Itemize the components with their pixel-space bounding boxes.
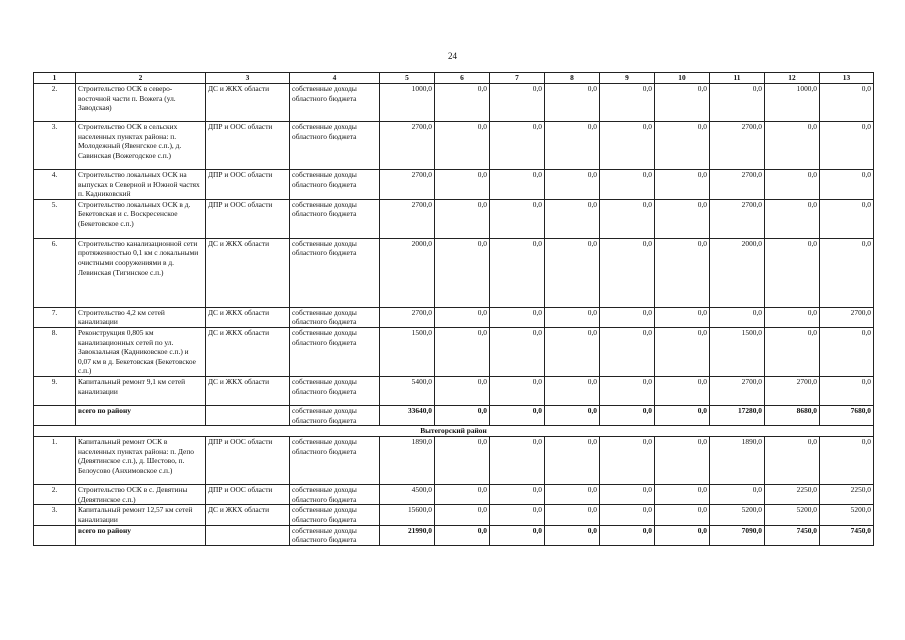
- value-cell: 0,0: [600, 505, 655, 525]
- funding-source: собственные доходы областного бюджета: [290, 376, 380, 405]
- total-value: 17280,0: [710, 405, 765, 425]
- executor: ДПР и ООС области: [206, 199, 290, 238]
- value-cell: 0,0: [820, 122, 874, 170]
- value-cell: 0,0: [600, 170, 655, 200]
- budget-table: [33, 72, 874, 546]
- column-number-row: [34, 73, 874, 84]
- value-cell: 0,0: [490, 238, 545, 307]
- value-cell: 0,0: [490, 307, 545, 327]
- value-cell: 0,0: [655, 485, 710, 505]
- total-value: 0,0: [600, 405, 655, 425]
- value-cell: 0,0: [435, 238, 490, 307]
- total-value: 7090,0: [710, 525, 765, 545]
- value-cell: 0,0: [765, 122, 820, 170]
- value-cell: 0,0: [490, 485, 545, 505]
- section-title: Вытегорский район: [34, 426, 874, 437]
- measure-name: Капитальный ремонт ОСК в населенных пунктах района: п. Депо (Девятинское с.п.), д. Шестово, п. Белоусово (Анхимовское с.п.): [76, 437, 206, 485]
- table-row: [34, 437, 874, 485]
- executor: ДС и ЖКХ области: [206, 84, 290, 122]
- value-cell: 0,0: [490, 84, 545, 122]
- measure-name: Строительство 4,2 км сетей канализации: [76, 307, 206, 327]
- value-cell: 0,0: [435, 122, 490, 170]
- value-cell: 0,0: [655, 199, 710, 238]
- measure-name: Реконструкция 0,805 км канализационных сетей по ул. Завокзальная (Кадниковское с.п.) и 0,07 км в д. Бекетовская (Бекетовское с.п.): [76, 327, 206, 376]
- value-cell: 2700,0: [380, 199, 435, 238]
- value-cell: 0,0: [545, 376, 600, 405]
- value-cell: 2700,0: [820, 307, 874, 327]
- value-cell: 0,0: [600, 307, 655, 327]
- value-cell: 0,0: [655, 238, 710, 307]
- value-cell: 1890,0: [380, 437, 435, 485]
- value-cell: 0,0: [545, 485, 600, 505]
- table-row: [34, 84, 874, 122]
- value-cell: 0,0: [765, 307, 820, 327]
- table-row: [34, 485, 874, 505]
- table-row: [34, 505, 874, 525]
- measure-name: Строительство ОСК в сельских населенных пунктах района: п. Молодежный (Явенгское с.п.), д. Савинская (Вожегодское с.п.): [76, 122, 206, 170]
- funding-source: собственные доходы областного бюджета: [290, 199, 380, 238]
- funding-source: собственные доходы областного бюджета: [290, 307, 380, 327]
- column-number-header: 9: [600, 73, 655, 84]
- value-cell: 0,0: [710, 485, 765, 505]
- page-number: 24: [448, 51, 457, 61]
- executor: ДПР и ООС области: [206, 437, 290, 485]
- total-value: 0,0: [545, 405, 600, 425]
- row-number: 5.: [34, 199, 76, 238]
- total-value: 0,0: [490, 405, 545, 425]
- value-cell: 5200,0: [710, 505, 765, 525]
- value-cell: 0,0: [435, 505, 490, 525]
- table-row: [34, 327, 874, 376]
- value-cell: 0,0: [600, 327, 655, 376]
- value-cell: 0,0: [435, 307, 490, 327]
- value-cell: 0,0: [655, 327, 710, 376]
- funding-source: собственные доходы областного бюджета: [290, 525, 380, 545]
- column-number-header: 2: [76, 73, 206, 84]
- value-cell: 0,0: [545, 122, 600, 170]
- value-cell: 2700,0: [380, 307, 435, 327]
- column-number-header: 11: [710, 73, 765, 84]
- row-number: 9.: [34, 376, 76, 405]
- value-cell: 4500,0: [380, 485, 435, 505]
- column-number-header: 1: [34, 73, 76, 84]
- value-cell: 1500,0: [710, 327, 765, 376]
- value-cell: 0,0: [545, 437, 600, 485]
- executor: ДС и ЖКХ области: [206, 307, 290, 327]
- row-number: 4.: [34, 170, 76, 200]
- value-cell: 2700,0: [380, 170, 435, 200]
- row-number: [34, 405, 76, 425]
- value-cell: 0,0: [490, 376, 545, 405]
- value-cell: 0,0: [820, 199, 874, 238]
- value-cell: 0,0: [600, 485, 655, 505]
- value-cell: 0,0: [435, 327, 490, 376]
- column-number-header: 8: [545, 73, 600, 84]
- value-cell: 2250,0: [820, 485, 874, 505]
- column-number-header: 5: [380, 73, 435, 84]
- column-number-header: 6: [435, 73, 490, 84]
- value-cell: 1890,0: [710, 437, 765, 485]
- value-cell: 1000,0: [380, 84, 435, 122]
- value-cell: 0,0: [655, 122, 710, 170]
- value-cell: 0,0: [435, 199, 490, 238]
- value-cell: 0,0: [435, 485, 490, 505]
- value-cell: 2700,0: [710, 376, 765, 405]
- value-cell: 0,0: [655, 505, 710, 525]
- value-cell: 0,0: [545, 505, 600, 525]
- measure-name: Строительство локальных ОСК в д. Бекетовская и с. Воскресенское (Бекетовское с.п.): [76, 199, 206, 238]
- table-row: [34, 122, 874, 170]
- column-number-header: 4: [290, 73, 380, 84]
- total-value: 0,0: [655, 525, 710, 545]
- section-header-row: [34, 426, 874, 437]
- total-value: 33640,0: [380, 405, 435, 425]
- measure-name: Капитальный ремонт 9,1 км сетей канализации: [76, 376, 206, 405]
- total-value: 0,0: [600, 525, 655, 545]
- value-cell: 0,0: [545, 307, 600, 327]
- total-value: 0,0: [655, 405, 710, 425]
- column-number-header: 10: [655, 73, 710, 84]
- value-cell: 0,0: [545, 327, 600, 376]
- total-value: 7450,0: [820, 525, 874, 545]
- value-cell: 0,0: [655, 170, 710, 200]
- measure-name: Капитальный ремонт 12,57 км сетей канализации: [76, 505, 206, 525]
- row-number: 8.: [34, 327, 76, 376]
- executor: ДПР и ООС области: [206, 122, 290, 170]
- executor: ДПР и ООС области: [206, 170, 290, 200]
- value-cell: 0,0: [655, 437, 710, 485]
- value-cell: 0,0: [600, 376, 655, 405]
- value-cell: 0,0: [820, 376, 874, 405]
- value-cell: 0,0: [545, 84, 600, 122]
- value-cell: 5200,0: [820, 505, 874, 525]
- value-cell: 1500,0: [380, 327, 435, 376]
- value-cell: 0,0: [765, 170, 820, 200]
- total-value: 21990,0: [380, 525, 435, 545]
- value-cell: 0,0: [765, 199, 820, 238]
- funding-source: собственные доходы областного бюджета: [290, 84, 380, 122]
- value-cell: 0,0: [820, 327, 874, 376]
- column-number-header: 3: [206, 73, 290, 84]
- measure-name: Строительство локальных ОСК на выпусках в Северной и Южной частях п. Кадниковский: [76, 170, 206, 200]
- total-value: 0,0: [435, 525, 490, 545]
- measure-name: Строительство ОСК в с. Девятины (Девятинское с.п.): [76, 485, 206, 505]
- row-number: 6.: [34, 238, 76, 307]
- value-cell: 2700,0: [380, 122, 435, 170]
- total-label: всего по району: [76, 525, 206, 545]
- table-row: [34, 238, 874, 307]
- value-cell: 0,0: [765, 437, 820, 485]
- value-cell: 0,0: [435, 437, 490, 485]
- funding-source: собственные доходы областного бюджета: [290, 238, 380, 307]
- value-cell: 0,0: [765, 327, 820, 376]
- executor: ДС и ЖКХ области: [206, 327, 290, 376]
- table-row: [34, 307, 874, 327]
- measure-name: Строительство канализационной сети протяженностью 0,1 км с локальными очистными сооружениями в д. Левинская (Тигинское с.п.): [76, 238, 206, 307]
- column-number-header: 13: [820, 73, 874, 84]
- table-row: [34, 376, 874, 405]
- value-cell: 0,0: [435, 376, 490, 405]
- total-row: [34, 525, 874, 545]
- row-number: 2.: [34, 84, 76, 122]
- total-value: 0,0: [545, 525, 600, 545]
- value-cell: 0,0: [820, 238, 874, 307]
- executor: [206, 525, 290, 545]
- measure-name: Строительство ОСК в северо-восточной части п. Вожега (ул. Заводская): [76, 84, 206, 122]
- row-number: 7.: [34, 307, 76, 327]
- value-cell: 2000,0: [380, 238, 435, 307]
- total-value: 7680,0: [820, 405, 874, 425]
- value-cell: 0,0: [600, 122, 655, 170]
- row-number: 3.: [34, 505, 76, 525]
- total-label: всего по району: [76, 405, 206, 425]
- value-cell: 0,0: [655, 376, 710, 405]
- value-cell: 0,0: [490, 170, 545, 200]
- funding-source: собственные доходы областного бюджета: [290, 170, 380, 200]
- value-cell: 0,0: [710, 307, 765, 327]
- value-cell: 0,0: [490, 505, 545, 525]
- value-cell: 0,0: [490, 199, 545, 238]
- value-cell: 0,0: [545, 238, 600, 307]
- value-cell: 15600,0: [380, 505, 435, 525]
- value-cell: 0,0: [490, 327, 545, 376]
- value-cell: 0,0: [435, 84, 490, 122]
- value-cell: 5200,0: [765, 505, 820, 525]
- total-value: 7450,0: [765, 525, 820, 545]
- executor: ДС и ЖКХ области: [206, 238, 290, 307]
- value-cell: 0,0: [820, 170, 874, 200]
- total-value: 0,0: [435, 405, 490, 425]
- value-cell: 0,0: [545, 170, 600, 200]
- total-value: 8680,0: [765, 405, 820, 425]
- value-cell: 0,0: [600, 84, 655, 122]
- value-cell: 2000,0: [710, 238, 765, 307]
- value-cell: 0,0: [435, 170, 490, 200]
- row-number: [34, 525, 76, 545]
- executor: ДПР и ООС области: [206, 485, 290, 505]
- value-cell: 0,0: [820, 84, 874, 122]
- total-row: [34, 405, 874, 425]
- table-row: [34, 170, 874, 200]
- value-cell: 0,0: [655, 307, 710, 327]
- value-cell: 0,0: [600, 238, 655, 307]
- value-cell: 2700,0: [710, 199, 765, 238]
- value-cell: 2700,0: [765, 376, 820, 405]
- value-cell: 2700,0: [710, 122, 765, 170]
- value-cell: 2250,0: [765, 485, 820, 505]
- row-number: 2.: [34, 485, 76, 505]
- row-number: 1.: [34, 437, 76, 485]
- value-cell: 0,0: [655, 84, 710, 122]
- funding-source: собственные доходы областного бюджета: [290, 327, 380, 376]
- value-cell: 0,0: [490, 122, 545, 170]
- value-cell: 1000,0: [765, 84, 820, 122]
- funding-source: собственные доходы областного бюджета: [290, 405, 380, 425]
- value-cell: 0,0: [600, 437, 655, 485]
- value-cell: 0,0: [820, 437, 874, 485]
- value-cell: 0,0: [765, 238, 820, 307]
- executor: ДС и ЖКХ области: [206, 505, 290, 525]
- value-cell: 0,0: [545, 199, 600, 238]
- value-cell: 0,0: [600, 199, 655, 238]
- value-cell: 2700,0: [710, 170, 765, 200]
- funding-source: собственные доходы областного бюджета: [290, 505, 380, 525]
- row-number: 3.: [34, 122, 76, 170]
- funding-source: собственные доходы областного бюджета: [290, 485, 380, 505]
- value-cell: 0,0: [490, 437, 545, 485]
- column-number-header: 7: [490, 73, 545, 84]
- column-number-header: 12: [765, 73, 820, 84]
- funding-source: собственные доходы областного бюджета: [290, 122, 380, 170]
- executor: ДС и ЖКХ области: [206, 376, 290, 405]
- executor: [206, 405, 290, 425]
- table-row: [34, 199, 874, 238]
- total-value: 0,0: [490, 525, 545, 545]
- value-cell: 5400,0: [380, 376, 435, 405]
- funding-source: собственные доходы областного бюджета: [290, 437, 380, 485]
- value-cell: 0,0: [710, 84, 765, 122]
